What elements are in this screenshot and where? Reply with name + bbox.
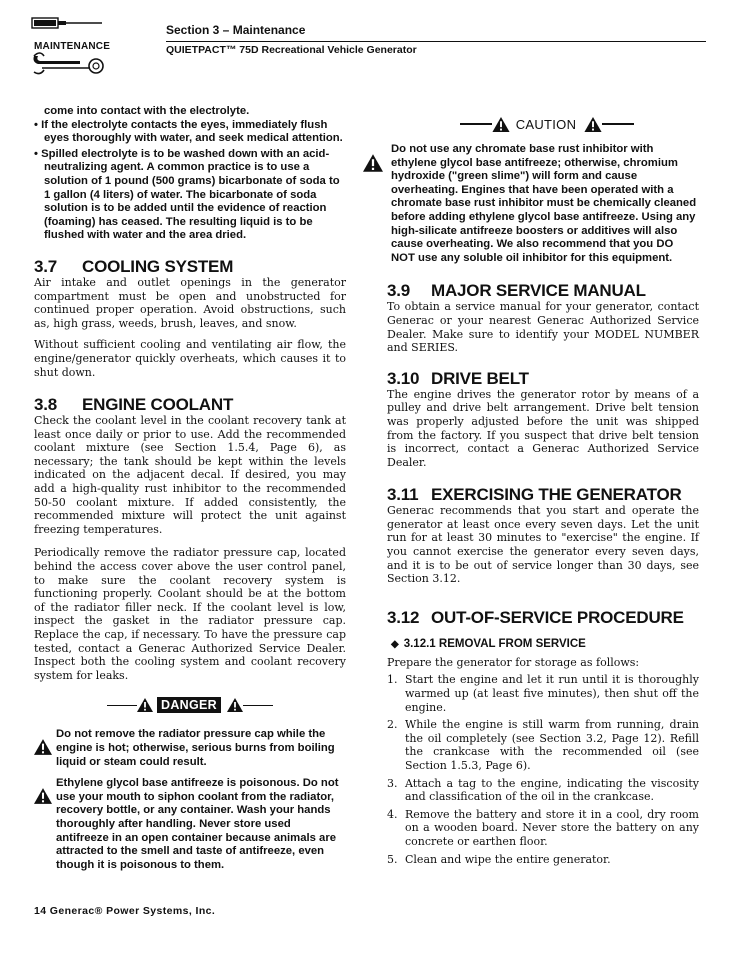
warning-triangle-icon	[34, 739, 56, 759]
warning-triangle-icon	[492, 117, 510, 132]
list-item: 1. Start the engine and let it run until it is thoroughly warmed up (at least five minutes), then shut off the engine.	[387, 673, 699, 714]
service-manual-paragraph: To obtain a service manual for your generator, contact Generac or your nearest Generac Authorized Service Dealer. Make sure to identify your MODEL NUMBER and SERIES.	[387, 300, 699, 355]
storage-steps-list	[387, 673, 699, 866]
danger-rule-left	[107, 705, 137, 707]
section-heading-3-11: 3.11 EXERCISING THE GENERATOR	[387, 485, 682, 505]
list-item: 3. Attach a tag to the engine, indicating the viscosity and classification of the oil in the crankcase.	[387, 776, 699, 804]
section-heading-3-12: 3.12 OUT-OF-SERVICE PROCEDURE	[387, 607, 684, 627]
section-heading-3-7: 3.7 COOLING SYSTEM	[34, 256, 234, 276]
maintenance-label: MAINTENANCE	[34, 41, 111, 52]
caution-rule-right	[602, 123, 634, 125]
danger-label: DANGER	[157, 697, 221, 713]
warning-triangle-icon	[34, 788, 56, 808]
danger-banner	[34, 694, 346, 716]
caution-banner	[395, 113, 699, 135]
left-column	[34, 105, 346, 872]
section-title: Section 3 – Maintenance	[166, 23, 306, 37]
list-item: 2. While the engine is still warm from running, drain the oil completely (see Section 3.2, Page 12). Refill the crankcase with the recommended oil (see Section 1.5.3, Page 6).	[387, 718, 699, 772]
drive-belt-paragraph: The engine drives the generator rotor by means of a pulley and drive belt arrangement. Drive belt tension was properly adjusted before the unit was shipped from the factory. If you suspect that drive belt tension is incorrect, contact a Generac Authorized Service Dealer.	[387, 387, 699, 469]
page-subtitle: QUIETPACT™ 75D Recreational Vehicle Generator	[166, 44, 417, 56]
warning-triangle-icon	[363, 154, 391, 176]
page-footer: 14 Generac® Power Systems, Inc.	[34, 905, 216, 917]
diamond-bullet-icon: ◆	[391, 638, 399, 650]
cooling-paragraph-1: Air intake and outlet openings in the generator compartment must be open and unobstructed for continued proper operation. Avoid obstructions, such as, high grass, weeds, brush, leaves, and snow.	[34, 275, 346, 330]
header-rule	[166, 41, 706, 42]
danger-warning: Do not remove the radiator pressure cap while the engine is hot; otherwise, serious burns from boiling liquid or steam could result.	[34, 728, 346, 769]
section-heading-3-9: 3.9 MAJOR SERVICE MANUAL	[387, 281, 646, 301]
list-item: 4. Remove the battery and store it in a cool, dry room on a wooden board. Never store the battery on any concrete or earthen floor.	[387, 807, 699, 848]
caution-label: CAUTION	[515, 116, 577, 132]
subsection-heading-3-12-1: ◆ 3.12.1 REMOVAL FROM SERVICE	[391, 637, 586, 650]
list-item: 5. Clean and wipe the entire generator.	[387, 852, 611, 866]
intro-line: come into contact with the electrolyte.	[44, 105, 250, 117]
warning-triangle-icon	[137, 698, 153, 712]
danger-rule-right	[243, 705, 273, 707]
caution-rule-left	[460, 123, 492, 125]
warning-triangle-icon	[584, 117, 602, 132]
warning-triangle-icon	[227, 698, 243, 712]
coolant-paragraph-2: Periodically remove the radiator pressure cap, located behind the access cover above the user control panel, to make sure the coolant recovery system is functioning properly. Coolant should be at the bottom of the radiator filler neck. If the coolant level is low, inspect the gasket in the radiator pressure cap. Replace the cap, if necessary. To have the pressure cap tested, contact a Generac Authorized Service Dealer. Inspect both the cooling system and coolant recovery system for leaks.	[34, 546, 346, 682]
cooling-paragraph-2: Without sufficient cooling and ventilating air flow, the engine/generator quickly overheats, which causes it to shut down.	[34, 338, 346, 379]
section-heading-3-10: 3.10 DRIVE BELT	[387, 368, 529, 388]
danger-warning: Ethylene glycol base antifreeze is poisonous. Do not use your mouth to siphon coolant from the radiator, recovery bottle, or any container. Wash your hands thoroughly after handling. Never store used antifreeze in an open container because animals are attracted to the smell and taste of antifreeze, even though it is poisonous to them.	[34, 777, 346, 872]
coolant-paragraph-1: Check the coolant level in the coolant recovery tank at least once daily or prior to use. Add the recommended coolant mixture (see Section 1.5.4, Page 6), as necessary; the tank should be kept within the levels indicated on the adjacent decal. If desired, you may add a high-quality rust inhibitor to the recommended 50-50 coolant mixture. If added consistently, the recommended mixture will protect the unit against freezing temperatures.	[34, 414, 346, 536]
caution-warning: Do not use any chromate base rust inhibitor with ethylene glycol base antifreeze; otherwise, chromium hydroxide ("green slime") will form and cause overheating. Engines that have been operated with a chromate base rust inhibitor must be chemically cleaned before adding ethylene glycol base antifreeze. Using any high-silicate antifreeze boosters or additives will also cause overheating. We also recommend that you DO NOT use any soluble oil inhibitor for this equipment.	[363, 143, 699, 265]
exercising-paragraph: Generac recommends that you start and operate the generator at least once every seven days. Let the unit run for at least 30 minutes to "exercise" the engine. If you cannot exercise the generator every seven days, and it is to be out of service longer than 30 days, see Section 3.12.	[387, 504, 699, 586]
bullet-item: • Spilled electrolyte is to be washed down with an acid-neutralizing agent. A common practice is to use a solution of 1 pound (500 grams) bicarbonate of soda to 1 gallon (4 liters) of water. The bicarbonate of soda solution is to be added until the evidence of reaction (foaming) has ceased. The resulting liquid is to be flushed with water and the area dried.	[34, 147, 340, 242]
section-heading-3-8: 3.8 ENGINE COOLANT	[34, 395, 234, 415]
bullet-item: • If the electrolyte contacts the eyes, immediately flush eyes thoroughly with water, and seek medical attention.	[34, 118, 343, 145]
storage-intro: Prepare the generator for storage as follows:	[387, 655, 640, 669]
right-column	[387, 113, 699, 866]
